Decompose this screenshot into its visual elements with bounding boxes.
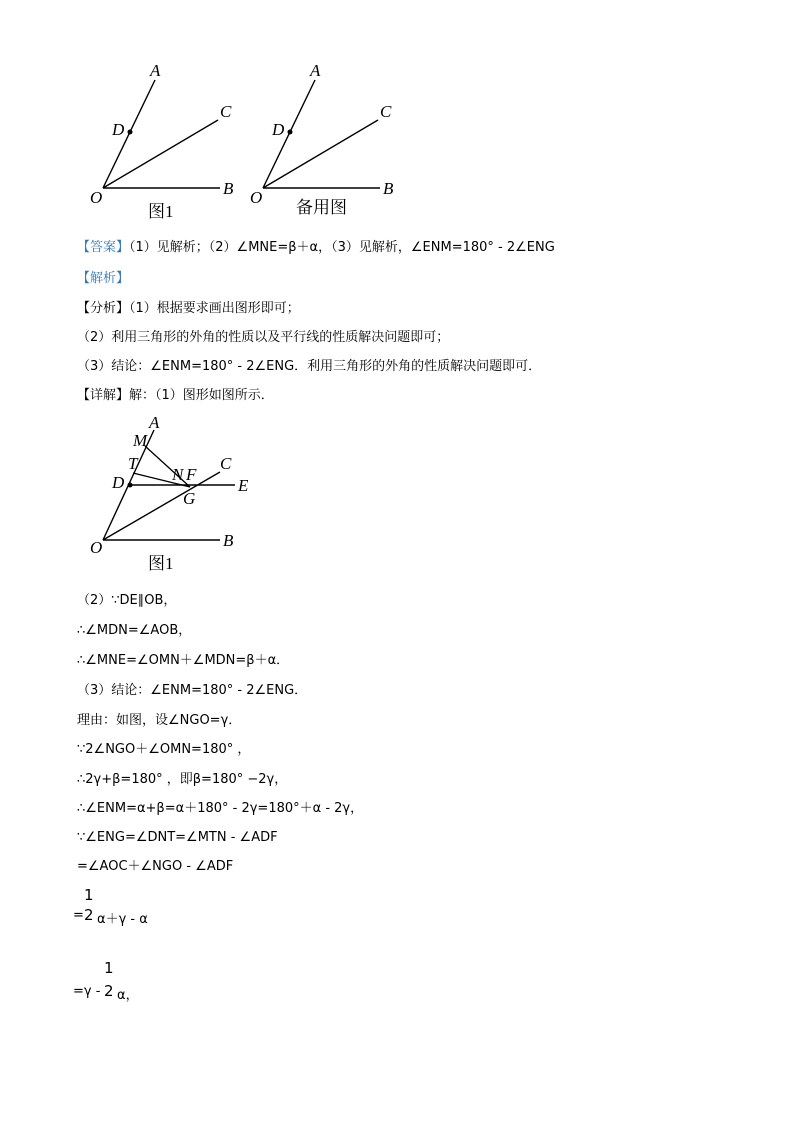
solution-line-9: ∵∠ENG=∠DNT=∠MTN - ∠ADF: [77, 830, 278, 845]
figure-detail: [80, 408, 280, 578]
xiangjie-text: 解：（1）图形如图所示．: [129, 388, 274, 403]
fenxi-line-1: [77, 301, 300, 317]
label-g: G: [183, 489, 196, 508]
fraction-prefix-1: =: [73, 908, 84, 923]
fraction-rest-1: α＋γ - α: [97, 912, 148, 927]
point-d: [288, 130, 293, 135]
analysis-tag: 【解析】: [77, 271, 130, 286]
fraction-num-1: 1: [84, 886, 94, 904]
answer-tag: 【答案】: [77, 240, 130, 255]
label-b: B: [383, 179, 394, 198]
label-c: C: [220, 454, 232, 473]
label-d: D: [112, 120, 125, 139]
label-d: D: [112, 473, 125, 492]
label-n: N: [172, 465, 184, 484]
fraction-num-2: 1: [104, 959, 114, 977]
caption-fig1: 图1: [148, 202, 174, 221]
figure-1: [80, 55, 250, 225]
analysis-tag-line: [77, 271, 129, 287]
fraction-rest-2: α，: [117, 988, 139, 1003]
point-d: [128, 130, 133, 135]
point-d: [128, 483, 133, 488]
label-c: C: [220, 102, 232, 121]
fenxi-tag: 【分析】: [77, 301, 130, 316]
figure-backup: [240, 55, 410, 225]
label-e: E: [238, 476, 249, 495]
caption-backup: 备用图: [296, 198, 347, 217]
label-f: F: [186, 465, 197, 484]
solution-line-1: （2）∵DE∥OB，: [77, 593, 177, 608]
solution-line-2: ∴∠MDN=∠AOB，: [77, 623, 192, 638]
label-d: D: [272, 120, 285, 139]
solution-line-8: ∴∠ENM=α+β=α＋180° - 2γ=180°＋α - 2γ，: [77, 801, 364, 816]
label-a: A: [150, 61, 161, 80]
label-t: T: [128, 454, 138, 473]
label-o: O: [250, 188, 263, 207]
solution-line-10: =∠AOC＋∠NGO - ∠ADF: [77, 859, 234, 874]
label-o: O: [90, 538, 103, 557]
answer-line: [77, 240, 555, 256]
solution-line-4: （3）结论：∠ENM=180° - 2∠ENG．: [77, 683, 308, 698]
fraction-prefix-2: =γ -: [73, 984, 101, 999]
fenxi-line-3: （3）结论：∠ENM=180° - 2∠ENG．利用三角形的外角的性质解决问题即可．: [77, 359, 542, 374]
solution-line-6: ∵2∠NGO＋∠OMN=180° ，: [77, 742, 251, 757]
label-o: O: [90, 188, 103, 207]
solution-line-7: ∴2γ+β=180° ，即β=180° −2γ，: [77, 772, 288, 787]
fenxi-line-2: （2）利用三角形的外角的性质以及平行线的性质解决问题即可；: [77, 330, 450, 345]
label-b: B: [223, 531, 234, 550]
answer-text: （1）见解析；（2）∠MNE=β＋α，（3）见解析，∠ENM=180° - 2∠ENG: [129, 240, 555, 255]
label-b: B: [223, 179, 234, 198]
solution-line-5: 理由：如图，设∠NGO=γ．: [77, 713, 242, 728]
xiangjie-line: [77, 388, 274, 404]
label-a: A: [149, 413, 160, 432]
label-a: A: [310, 61, 321, 80]
caption-detail: 图1: [148, 554, 174, 573]
xiangjie-tag: 【详解】: [77, 388, 130, 403]
label-c: C: [380, 102, 392, 121]
fenxi-text-1: （1）根据要求画出图形即可；: [129, 301, 300, 316]
fraction-den-1: 2: [84, 906, 94, 924]
fraction-den-2: 2: [104, 982, 114, 1000]
solution-line-3: ∴∠MNE=∠OMN＋∠MDN=β＋α．: [77, 653, 290, 668]
label-m: M: [133, 431, 148, 450]
